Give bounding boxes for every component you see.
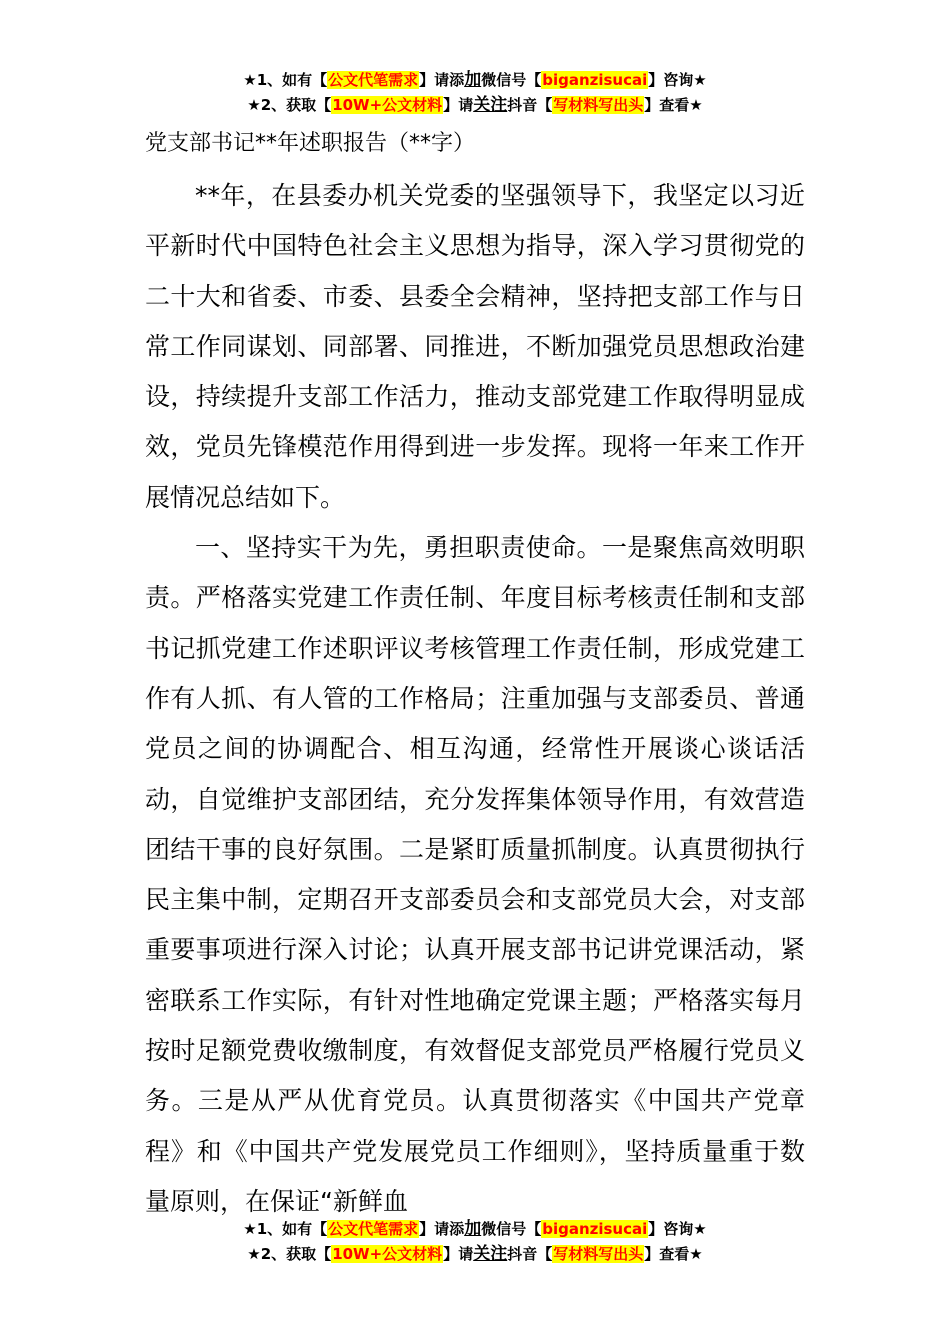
- banner-line-1: ★1、如有【公文代笔需求】请添加微信号【biganzisucai】咨询★: [243, 70, 707, 90]
- banner-line-1: ★1、如有【公文代笔需求】请添加微信号【biganzisucai】咨询★: [243, 1219, 707, 1239]
- banner-highlight-wechat-id: biganzisucai: [542, 1220, 648, 1238]
- banner-line-2: ★2、获取【10W+公文材料】请关注抖音【写材料写出头】查看★: [247, 1244, 703, 1264]
- header-banner: [0, 68, 950, 118]
- banner-line-2: ★2、获取【10W+公文材料】请关注抖音【写材料写出头】查看★: [247, 95, 703, 115]
- paragraph-intro: **年，在县委办机关党委的坚强领导下，我坚定以习近平新时代中国特色社会主义思想为指导，深入学习贯彻党的二十大和省委、市委、县委全会精神，坚持把支部工作与日常工作同谋划、同部署、同推进，不断加强党员思想政治建设，持续提升支部工作活力，推动支部党建工作取得明显成效，党员先锋模范作用得到进一步发挥。现将一年来工作开展情况总结如下。: [145, 181, 805, 512]
- banner-highlight-douyin: 写材料写出头: [553, 1245, 644, 1263]
- document-body: [145, 171, 805, 1227]
- banner-highlight-materials: 10W+公文材料: [332, 1245, 443, 1263]
- banner-highlight-service: 公文代笔需求: [328, 1220, 419, 1238]
- banner-highlight-douyin: 写材料写出头: [553, 96, 644, 114]
- footer-banner: [0, 1217, 950, 1267]
- banner-highlight-service: 公文代笔需求: [328, 71, 419, 89]
- banner-highlight-wechat-id: biganzisucai: [542, 71, 648, 89]
- document-title: 党支部书记**年述职报告（**字）: [145, 131, 476, 156]
- paragraph-section-1: 一、坚持实干为先，勇担职责使命。一是聚焦高效明职责。严格落实党建工作责任制、年度目标考核责任制和支部书记抓党建工作述职评议考核管理工作责任制，形成党建工作有人抓、有人管的工作格局；注重加强与支部委员、普通党员之间的协调配合、相互沟通，经常性开展谈心谈话活动，自觉维护支部团结，充分发挥集体领导作用，有效营造团结干事的良好氛围。二是紧盯质量抓制度。认真贯彻执行民主集中制，定期召开支部委员会和支部党员大会，对支部重要事项进行深入讨论；认真开展支部书记讲党课活动，紧密联系工作实际，有针对性地确定党课主题；严格落实每月按时足额党费收缴制度，有效督促支部党员严格履行党员义务。三是从严从优育党员。认真贯彻落实《中国共产党章程》和《中国共产党发展党员工作细则》，坚持质量重于数量原则，在保证“新鲜血: [145, 533, 805, 1216]
- banner-highlight-materials: 10W+公文材料: [332, 96, 443, 114]
